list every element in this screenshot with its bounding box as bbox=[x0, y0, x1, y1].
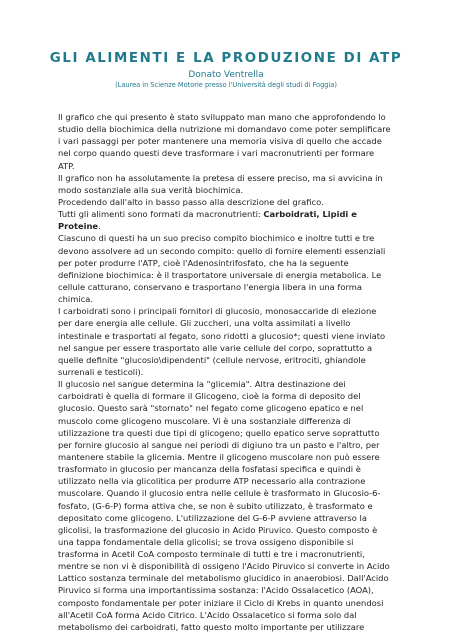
text-line: trasforma in Acetil CoA composto terminale di tutti e tre i macronutrienti, bbox=[58, 549, 365, 560]
text-line: glucosio. Questo sarà "stornato" nel fegato come glicogeno epatico e nel bbox=[58, 403, 364, 414]
text-line: surrenali e testicoli). bbox=[58, 366, 144, 377]
document-title: GLI ALIMENTI E LA PRODUZIONE DI ATP bbox=[49, 51, 403, 66]
proteins-bold: Proteine bbox=[58, 221, 99, 232]
text-segment: . bbox=[98, 221, 101, 232]
text-line: metabolismo dei carboidrati, fatto questo molto importante per utilizzare bbox=[58, 621, 365, 632]
text-line: Il grafico che qui presento è stato sviluppato man mano che approfondendo lo bbox=[58, 112, 386, 122]
text-line: composto fondamentale per poter iniziare il Ciclo di Krebs in quanto unendosi bbox=[58, 597, 384, 608]
text-line: Il glucosio nel sangue determina la "glicemia". Altra destinazione dei bbox=[58, 379, 346, 390]
text-line: per poter produrre l'ATP, cioè l'Adenosintrifosfato, che ha la seguente bbox=[58, 257, 349, 268]
text-line: muscolo come glicogeno muscolare. Vi è una sostanziale differenza di bbox=[58, 415, 351, 426]
text-line bbox=[58, 208, 418, 220]
body-text bbox=[58, 111, 418, 633]
text-segment: Tutti gli alimenti sono formati da macronutrienti: bbox=[58, 209, 264, 220]
text-line: I carboidrati sono i principali fornitori di glucosio, monosaccaride di elezione bbox=[58, 306, 377, 317]
author-affiliation: (Laurea in Scienze Motorie presso l'Università degli studi di Foggia) bbox=[115, 81, 337, 89]
text-line: muscolare. Quando il glucosio entra nelle cellule è trasformato in Glucosio-6- bbox=[58, 488, 381, 499]
macronutrients-bold: Carboidrati, Lipidi e bbox=[263, 209, 357, 220]
text-line: modo sostanziale alla sua verità biochimica. bbox=[58, 184, 244, 195]
text-line: nel sangue per essere trasportato alle varie cellule del corpo, soprattutto a bbox=[58, 342, 373, 353]
text-line: fosfato, (G-6-P) forma attiva che, se non è subito utilizzato, è trasformato e bbox=[58, 500, 373, 511]
text-line: ATP. bbox=[58, 160, 75, 171]
text-line: glicolisi, la trasformazione del glucosio in Acido Piruvico. Questo composto è bbox=[58, 524, 378, 535]
text-line: mentre se non vi è disponibilità di ossigeno l'Acido Piruvico si converte in Acido bbox=[58, 561, 390, 572]
text-line: all'Acetil CoA forma Acido Citrico. L'Acido Ossalacetico si forma solo dal bbox=[58, 609, 357, 620]
text-line: devono assolvere ad un secondo compito: quello di fornire elementi essenziali bbox=[58, 245, 386, 256]
text-line bbox=[58, 220, 418, 232]
text-line: nel corpo quando questi deve trasformare i vari macronutrienti per formare bbox=[58, 148, 375, 159]
text-line: Ciascuno di questi ha un suo preciso compito biochimico e inoltre tutti e tre bbox=[58, 233, 375, 244]
text-line: per dare energia alle cellule. Gli zuccheri, una volta assimilati a livello bbox=[58, 318, 351, 329]
text-line: Procedendo dall'alto in basso passo alla descrizione del grafico. bbox=[58, 196, 324, 207]
text-line: per fornire glucosio al sangue nei periodi di digiuno tra un pasto e l'altro, per bbox=[58, 439, 380, 450]
text-line: una tappa fondamentale della glicolisi; se trova ossigeno disponibile si bbox=[58, 536, 354, 547]
text-line: carboidrati è quella di formare il Glicogeno, cioè la forma di deposito del bbox=[58, 391, 361, 402]
text-line: Piruvico si forma una importantissima sostanza: l'Acido Ossalacetico (AOA), bbox=[58, 585, 374, 596]
text-line: depositato come glicogeno. L'utilizzazione del G-6-P avviene attraverso la bbox=[58, 512, 367, 523]
text-line: quelle definite "glucosio\dipendenti" (cellule nervose, eritrociti, ghiandole bbox=[58, 354, 366, 365]
text-line: mantenere stabile la glicemia. Mentre il glicogeno muscolare non può essere bbox=[58, 451, 380, 462]
text-line: trasformato in glucosio per mancanza della fosfatasi specifica e quindi è bbox=[58, 464, 361, 475]
text-line: i vari passaggi per poter mantenere una memoria visiva di quello che accade bbox=[58, 136, 382, 147]
text-line: studio della biochimica della nutrizione mi domandavo come poter semplificare bbox=[58, 124, 391, 135]
text-line: definizione biochimica: è il trasportatore universale di energia metabolica. Le bbox=[58, 269, 382, 280]
text-line: cellule catturano, conservano e trasportano l'energia libera in una forma bbox=[58, 281, 362, 292]
text-line: chimica. bbox=[58, 294, 93, 305]
text-line: utilizzazione tra questi due tipi di glicogeno; quello epatico serve soprattutto bbox=[58, 427, 380, 438]
author-name: Donato Ventrella bbox=[188, 70, 264, 80]
text-line: utilizzato nella via glicolitica per produrre ATP necessario alla contrazione bbox=[58, 476, 366, 487]
text-line: Il grafico non ha assolutamente la pretesa di essere preciso, ma si avvicina in bbox=[58, 172, 383, 183]
text-line: intestinale e trasportati al fegato, sono ridotti a glucosio*; questi viene inviato bbox=[58, 330, 386, 341]
text-line: Lattico sostanza terminale del metabolismo glucidico in anaerobiosi. Dall'Acido bbox=[58, 573, 389, 584]
